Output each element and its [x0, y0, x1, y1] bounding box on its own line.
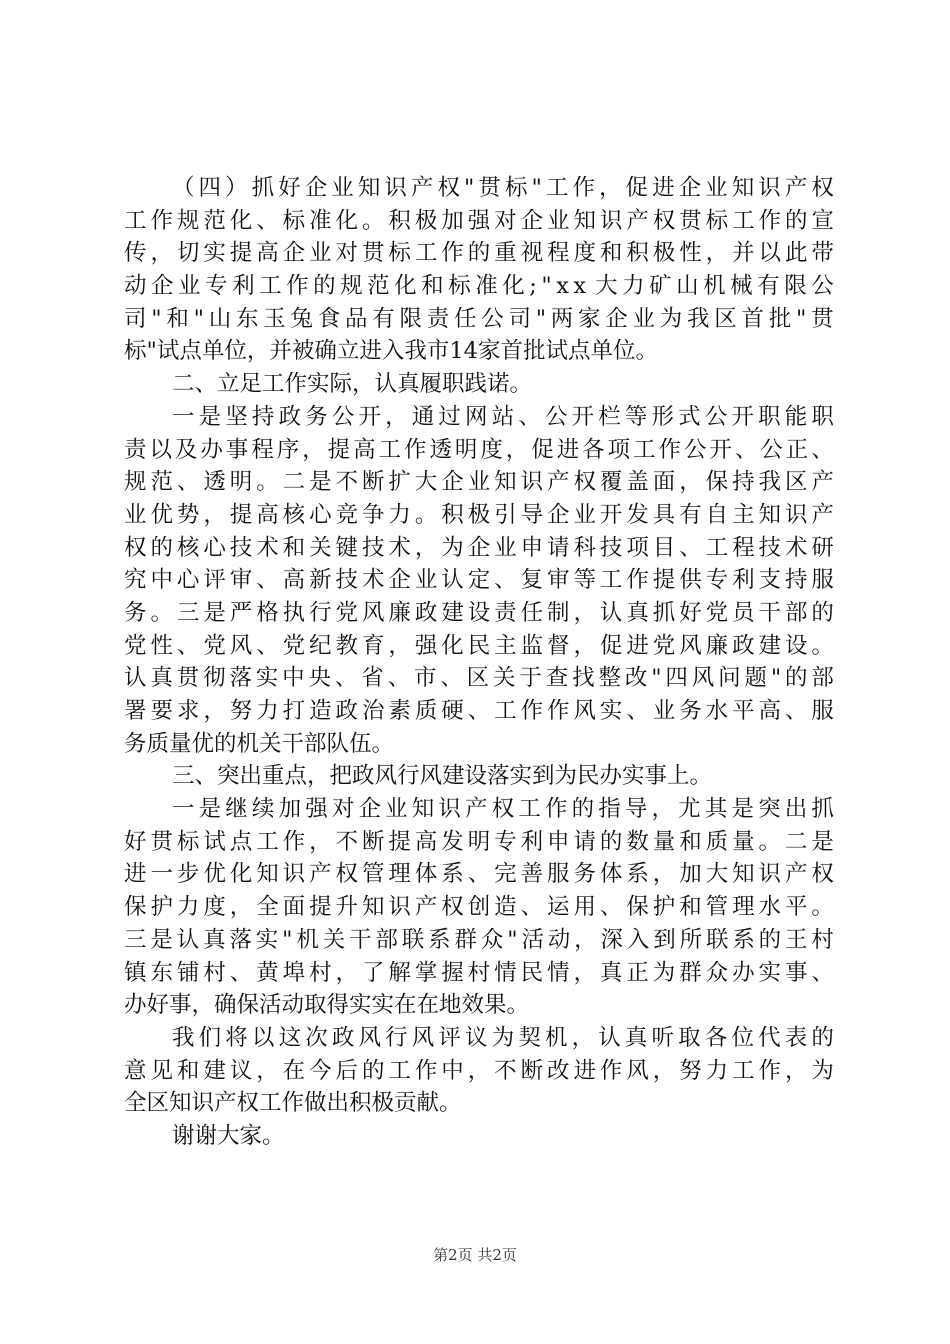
- text-line: 谢谢大家。: [172, 1122, 285, 1149]
- text-line: 标"试点单位，并被确立进入我市14家首批试点单位。: [124, 338, 658, 365]
- text-line: 务 。 三 是 严 格 执 行 党 风 廉 政 建 设 责 任 制 ， 认 真 抓 好 党 员 干 部 的: [124, 599, 834, 626]
- text-line: 三、突出重点，把政风行风建设落实到为民办实事上。: [172, 763, 713, 790]
- text-line: 规 范 、 透 明 。 二 是 不 断 扩 大 企 业 知 识 产 权 覆 盖 面 ， 保 持 我 区 产: [124, 469, 834, 496]
- text-line: 镇 东 铺 村 、 黄 埠 村 ， 了 解 掌 握 村 情 民 情 ， 真 正 为 群 众 办 实 事 、: [124, 959, 834, 986]
- text-line: 究 中 心 评 审 、 高 新 技 术 企 业 认 定 、 复 审 等 工 作 提 供 专 利 支 持 服: [124, 567, 834, 594]
- text-line: 传 ， 切 实 提 高 企 业 对 贯 标 工 作 的 重 视 程 度 和 积 极 性 ， 并 以 此 带: [124, 240, 834, 267]
- text-line: 动 企 业 专 利 工 作 的 规 范 化 和 标 准 化 ; " x x 大 力 矿 山 机 械 有 限 公: [124, 273, 834, 300]
- text-line: 党 性 、 党 风 、 党 纪 教 育 ， 强 化 民 主 监 督 ， 促 进 党 风 廉 政 建 设 。: [124, 632, 834, 659]
- text-line: 我 们 将 以 这 次 政 风 行 风 评 议 为 契 机 ， 认 真 听 取 各 位 代 表 的: [172, 1024, 834, 1051]
- text-line: 意 见 和 建 议 ， 在 今 后 的 工 作 中 ， 不 断 改 进 作 风 ， 努 力 工 作 ， 为: [124, 1057, 834, 1084]
- text-line: 一 是 坚 持 政 务 公 开 ， 通 过 网 站 、 公 开 栏 等 形 式 公 开 职 能 职: [172, 403, 834, 430]
- text-line: 进 一 步 优 化 知 识 产 权 管 理 体 系 、 完 善 服 务 体 系 ， 加 大 知 识 产 权: [124, 861, 834, 888]
- text-line: 业 优 势 ， 提 高 核 心 竞 争 力 。 积 极 引 导 企 业 开 发 具 有 自 主 知 识 产: [124, 501, 834, 528]
- text-line: 全区知识产权工作做出积极贡献。: [124, 1090, 462, 1117]
- page-footer: 第2页 共2页: [433, 1246, 517, 1264]
- text-line: 一 是 继 续 加 强 对 企 业 知 识 产 权 工 作 的 指 导 ， 尤 其 是 突 出 抓: [172, 796, 834, 823]
- document-body: [124, 172, 834, 1153]
- text-line: 二、立足工作实际，认真履职践诺。: [172, 371, 533, 398]
- text-line: 保 护 力 度 ， 全 面 提 升 知 识 产 权 创 造 、 运 用 、 保 护 和 管 理 水 平 。: [124, 894, 834, 921]
- text-line: 署 要 求 ， 努 力 打 造 政 治 素 质 硬 、 工 作 作 风 实 、 业 务 水 平 高 、 服: [124, 698, 834, 724]
- text-line: （ 四 ） 抓 好 企 业 知 识 产 权 " 贯 标 " 工 作 ， 促 进 企 业 知 识 产 权: [172, 175, 834, 201]
- text-line: 三 是 认 真 落 实 " 机 关 干 部 联 系 群 众 " 活 动 ， 深 入 到 所 联 系 的 王 村: [124, 926, 834, 953]
- text-line: 权 的 核 心 技 术 和 关 键 技 术 ， 为 企 业 申 请 科 技 项 目 、 工 程 技 术 研: [124, 534, 834, 561]
- text-line: 认 真 贯 彻 落 实 中 央 、 省 、 市 、 区 关 于 查 找 整 改 " 四 风 问 题 " 的 部: [124, 665, 834, 692]
- text-line: 司 " 和 " 山 东 玉 兔 食 品 有 限 责 任 公 司 " 两 家 企 业 为 我 区 首 批 " 贯: [124, 305, 834, 332]
- text-line: 办好事，确保活动取得实实在在地效果。: [124, 992, 530, 1019]
- text-line: 好 贯 标 试 点 工 作 ， 不 断 提 高 发 明 专 利 申 请 的 数 量 和 质 量 。 二 是: [124, 828, 834, 855]
- text-line: 务质量优的机关干部队伍。: [124, 730, 395, 757]
- text-line: 工 作 规 范 化 、 标 准 化 。 积 极 加 强 对 企 业 知 识 产 权 贯 标 工 作 的 宣: [124, 207, 834, 234]
- text-line: 责 以 及 办 事 程 序 ， 提 高 工 作 透 明 度 ， 促 进 各 项 工 作 公 开 、 公 正 、: [124, 436, 834, 463]
